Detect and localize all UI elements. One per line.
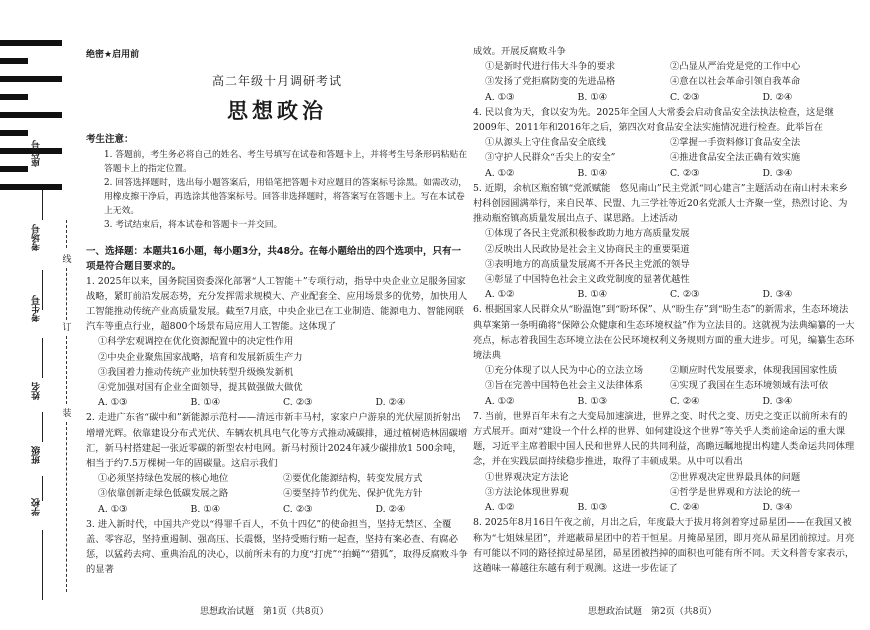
option-row: [473, 378, 855, 393]
field-school-label: 学校: [32, 498, 42, 516]
fill-line: [42, 190, 44, 220]
option-row: [473, 135, 855, 150]
option: ②中央企业聚焦国家战略，培育和发展新质生产力: [98, 351, 303, 363]
option: ①科学宏观调控在优化资源配置中的决定性作用: [98, 336, 294, 348]
subject-title: 思想政治: [227, 98, 327, 124]
choice-c: C. ②③: [670, 289, 700, 301]
question-2: [86, 410, 468, 516]
choice-d: D. ②④: [375, 503, 406, 515]
black-bar: [0, 58, 28, 64]
option: ③守护人民群众“舌尖上的安全”: [485, 152, 616, 164]
choice-d: D. ③④: [762, 502, 793, 514]
page-2: [473, 44, 855, 576]
answer-choices: [473, 500, 855, 515]
question-5: [473, 181, 855, 303]
field-name-label: 姓名: [32, 382, 42, 400]
choice-c: C. ②④: [670, 395, 700, 407]
question-7: [473, 409, 855, 515]
option: ②顺应时代发展要求，体现我国国家性质: [670, 365, 838, 377]
option: ③依靠创新走绿色低碳发展之路: [98, 488, 229, 500]
choice-c: C. ②④: [670, 502, 700, 514]
option: ①是新时代进行伟大斗争的要求: [485, 61, 616, 73]
black-bar: [0, 76, 62, 82]
field-student-no-label: 考生号: [32, 295, 42, 322]
secret-label: 绝密★启用前: [86, 50, 140, 60]
question-stem: 3. 进入新时代，中国共产党以“得罪千百人，不负十四亿”的使命担当，坚持无禁区、全覆盖、零容忍，坚持重遏制、强高压、长震慑，坚持受贿行贿一起查，坚持有案必查、有腐必惩，以猛药去疴、重典治乱的决心，以前所未有的力度“打虎”“拍蝇”“猎狐”，取得反腐败斗争的显著: [86, 518, 468, 576]
choice-d: D. ②④: [375, 397, 406, 409]
choice-a: A. ①③: [98, 503, 128, 515]
black-bar: [0, 166, 28, 172]
section-heading: 一、选择题：本题共16小题，每小题3分，共48分。在每小题给出的四个选项中，只有一项是符合题目要求的。: [86, 245, 462, 272]
fill-line: [42, 412, 44, 442]
question-stem: 6. 根据国家人民群众从“盼温饱”到“盼环保”、从“盼生存”到“盼生态”的新需求，生态环境法典草案第一条明确将“保障公众健康和生态环境权益”作为立法目的。这就视为法典编纂的一大亮点，标志着我国生态环境立法在公民环境权利义务规则方面的重大进步。可见，编纂生态环境法典: [473, 304, 855, 362]
answer-choices: [86, 502, 468, 517]
black-bar: [0, 112, 62, 118]
choice-b: B. ①④: [577, 91, 607, 103]
fill-line: [42, 338, 44, 378]
choice-b: B. ①④: [577, 167, 607, 179]
choice-c: C. ②③: [283, 397, 313, 409]
option: ①世界观决定方法论: [485, 471, 569, 483]
cut-char-bind: 装: [62, 409, 72, 419]
answer-choices: [473, 90, 855, 105]
option: ④实现了我国在生态环境领域有法可依: [670, 380, 829, 392]
choice-d: D. ③④: [762, 167, 793, 179]
page-footer: 思想政治试题 第1页（共8页）: [200, 607, 329, 617]
option: ④意在以社会革命引领自我革命: [670, 76, 801, 88]
cut-char-order: 订: [62, 323, 72, 333]
option: ①体现了各民主党派积极参政助力地方高质量发展: [485, 228, 690, 240]
field-room-label: 考场号: [32, 224, 42, 251]
choice-b: B. ①④: [577, 289, 607, 301]
question-stem: 7. 当前，世界百年未有之大变局加速演进，世界之变、时代之变、历史之变正以前所未有的方式展开。面对“建设一个什么样的世界、如何建设这个世界”等关乎人类前途命运的重大课题，习近平主席着眼中国人民和世界人民的共同利益，高瞻远瞩地提出构建人类命运共同体理念，并在实践层面持续稳步推进，取得了丰硕成果。从中可以看出: [473, 410, 855, 468]
choice-d: D. ③④: [762, 395, 793, 407]
option: ④彰显了中国特色社会主义政党制度的显著优越性: [485, 274, 690, 286]
dashed-line: [66, 220, 68, 248]
question-1: [86, 274, 468, 411]
page-1: [86, 40, 468, 578]
question-stem: 5. 近期，余杭区瓶窑镇“党派赋能 悠见南山”民主党派“同心建言”主题活动在南山村未来乡村科创园圆满举行，来自民革、民盟、九三学社等近20名党派人士齐聚一堂，热烈讨论、为推动瓶窑镇高质量发展出点子、谋思路。上述活动: [473, 182, 848, 225]
dashed-line: [66, 422, 68, 592]
choice-a: A. ①③: [485, 91, 515, 103]
choice-c: C. ②③: [283, 503, 313, 515]
choice-c: C. ②③: [670, 91, 700, 103]
question-stem: 4. 民以食为天，食以安为先。2025年全国人大常委会启动食品安全法执法检查，这是继2009年、2011年和2016年之后，第四次对食品安全法实施情况进行检查。此举旨在: [473, 106, 834, 134]
option: ③我国着力推动传统产业加快转型升级焕发新机: [98, 366, 294, 378]
option: ④哲学是世界观和方法论的统一: [670, 486, 801, 498]
option-row: [473, 363, 855, 378]
option: ③旨在完善中国特色社会主义法律体系: [485, 380, 644, 392]
choice-b: B. ①④: [190, 503, 220, 515]
choice-a: A. ①②: [485, 502, 515, 514]
option: ③方法论体现世界观: [485, 486, 569, 498]
option: ①充分体现了以人民为中心的立法立场: [485, 365, 644, 377]
choice-c: C. ②③: [670, 167, 700, 179]
option: ②世界观决定世界最具体的问题: [670, 471, 801, 483]
notice-heading: 考生注意：: [86, 134, 134, 146]
exam-title: 高二年级十月调研考试: [211, 74, 342, 88]
answer-choices: [473, 287, 855, 302]
question-stem: 8. 2025年8月16日午夜之前，月出之后，年度最大于拔月将剑着穿过昴星团——在我国又被称为“七姐妹星团”，并遮蔽昴星团中的若干恒星。月掩昴星团，即月亮从昴星团前掠过。月亮有可能以不同的路径掠过昴星团，昴星团被挡掉的面积也可能有所不同。天文科普专家表示，这趟味一幕越往东越有利于观测。这进一步佐证了: [473, 517, 855, 574]
page-footer: 思想政治试题 第2页（共8页）: [588, 607, 717, 617]
question-6: [473, 302, 855, 408]
choice-a: A. ①②: [485, 167, 515, 179]
option: ②凸显从严治党是党的工作中心: [670, 61, 801, 73]
choice-b: B. ①③: [577, 395, 607, 407]
cut-char-line: 线: [62, 255, 72, 265]
question-stem: 2. 走进广东省“碳中和”新能源示范村——清远市新丰马村，家家户户游泉的光伏屋顶折射出增增光辉。依靠建设分布式光伏、车辆农机具电气化等方式推动减碳排，通过植树造林固碳增汇，新马村搭建起一张近零碳的新型农村电网。新马村预计2024年减少碳排放1 500余吨，相当于约7.5万棵树一年的固碳量。这启示我们: [86, 412, 468, 470]
choice-d: D. ③④: [762, 289, 793, 301]
dashed-line: [66, 268, 68, 320]
choice-b: B. ①④: [190, 397, 220, 409]
answer-choices: [86, 395, 468, 410]
option: ④党加强对国有企业全面领导，提其做强做大做优: [98, 382, 303, 394]
cut-line-column: [60, 220, 74, 600]
field-class-label: 班级: [32, 446, 42, 464]
question-3-continued: [473, 44, 855, 105]
question-3: [86, 517, 468, 578]
option: ②反映出人民政协是社会主义协商民主的重要渠道: [485, 243, 690, 255]
choice-a: A. ①②: [485, 289, 515, 301]
notice-item: 2. 回答选择题时，选出每小题答案后，用铅笔把答题卡对应题目的答案标号涂黑。如需改动，用橡皮擦干净后，再选涂其他答案标号。回答非选择题时，将答案写在答题卡上。写在本试卷上无效。: [104, 177, 468, 216]
option-row: [86, 486, 468, 501]
black-bar: [0, 130, 28, 136]
notice-item: 1. 答题前，考生务必将自己的姓名、考生号填写在试卷和答题卡上，并将考生号条形码粘贴在答题卡上的指定位置。: [104, 149, 468, 174]
option: ③表明地方的高质量发展离不开各民主党派的领导: [485, 258, 690, 270]
choice-d: D. ②④: [762, 91, 793, 103]
option-row: [86, 471, 468, 486]
question-stem: 1. 2025年以来，国务院国资委深化部署“人工智能＋”专项行动，指导中央企业立足服务国家战略，紧盯前沿发展态势，充分发挥需求规模大、产业配套全、应用场景多的优势，加快用人工智能推动传统产业高质量发展。截至7月底，中央企业已在工业制造、能源电力、智能网联汽车等重点行业，超800个场景布局应用人工智能。这体现了: [86, 275, 468, 333]
option: ②要优化能源结构，转变发展方式: [283, 473, 423, 485]
option-row: [473, 485, 855, 500]
option-row: [473, 59, 855, 74]
notice-item: 3. 考试结束后，将本试卷和答题卡一并交回。: [104, 219, 283, 230]
option-row: [473, 470, 855, 485]
question-stem-continued: 成效。开展反腐败斗争: [473, 46, 566, 57]
question-8: [473, 515, 855, 576]
student-info-column: [30, 120, 56, 620]
choice-b: B. ①③: [577, 502, 607, 514]
field-seat-label: 座位号: [32, 140, 42, 167]
fill-line: [42, 530, 44, 600]
option: ④要坚持节约优先、保护优先方针: [283, 488, 423, 500]
option: ①必须坚持绿色发展的核心地位: [98, 473, 229, 485]
option-row: [473, 74, 855, 89]
option-row: [473, 150, 855, 165]
choice-a: A. ①②: [485, 395, 515, 407]
black-bar: [0, 40, 62, 46]
dashed-line: [66, 336, 68, 404]
black-bar: [0, 94, 28, 100]
question-4: [473, 105, 855, 181]
choice-a: A. ①③: [98, 397, 128, 409]
answer-choices: [473, 166, 855, 181]
option: ④推进食品安全法正确有效实施: [670, 152, 801, 164]
answer-choices: [473, 394, 855, 409]
option: ②掌握一手资料修订食品安全法: [670, 137, 801, 149]
option: ③发扬了党拒腐防变的先进品格: [485, 76, 616, 88]
option: ①从源头上守住食品安全底线: [485, 137, 606, 149]
